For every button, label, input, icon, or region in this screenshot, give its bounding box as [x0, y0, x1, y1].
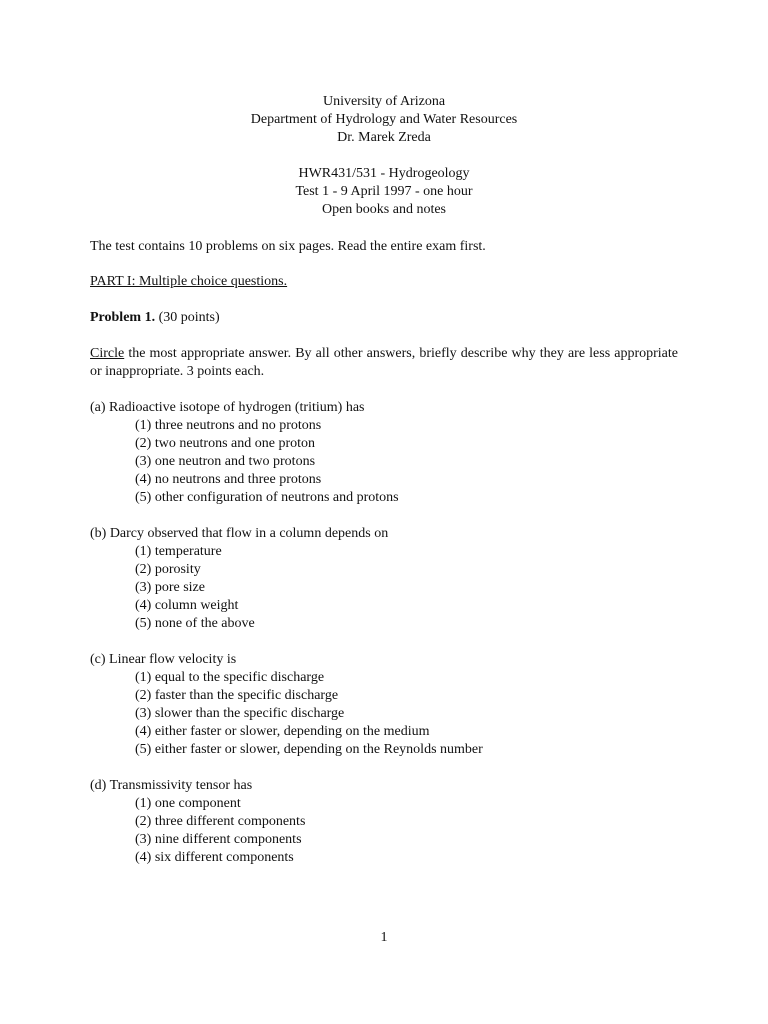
header-spacer	[0, 147, 768, 165]
answer-option: (1) three neutrons and no protons	[135, 418, 322, 433]
instructor-name: Dr. Marek Zreda	[337, 130, 431, 145]
problem-points: (30 points)	[155, 310, 220, 325]
answer-option: (2) three different components	[135, 814, 306, 829]
question-a	[90, 399, 690, 507]
answer-option: (5) none of the above	[135, 616, 255, 631]
question-stem: (b) Darcy observed that flow in a column depends on	[90, 526, 389, 541]
answer-option: (2) porosity	[135, 562, 201, 577]
exam-header	[0, 93, 768, 219]
intro-text: The test contains 10 problems on six pages. Read the entire exam first.	[90, 239, 486, 254]
answer-option: (1) temperature	[135, 544, 222, 559]
answer-option: (2) faster than the specific discharge	[135, 688, 339, 703]
answer-option: (3) slower than the specific discharge	[135, 706, 345, 721]
department-name: Department of Hydrology and Water Resources	[250, 112, 518, 127]
problem-label: Problem 1.	[90, 310, 156, 325]
part-heading	[90, 273, 678, 291]
page-number: 1	[380, 930, 388, 945]
answer-option: (1) equal to the specific discharge	[135, 670, 325, 685]
course-title: HWR431/531 - Hydrogeology	[298, 166, 470, 181]
question-c	[90, 651, 690, 759]
answer-option: (4) no neutrons and three protons	[135, 472, 322, 487]
question-stem: (d) Transmissivity tensor has	[90, 778, 253, 793]
answer-option: (2) two neutrons and one proton	[135, 436, 316, 451]
question-stem: (a) Radioactive isotope of hydrogen (tritium) has	[90, 400, 365, 415]
instruction-circle-word: Circle	[90, 346, 125, 361]
answer-option: (1) one component	[135, 796, 241, 811]
answer-option: (4) six different components	[135, 850, 294, 865]
question-d	[90, 777, 690, 867]
question-b	[90, 525, 690, 633]
instruction-text: the most appropriate answer. By all other answers, briefly describe why they are less appropriate or inappropriate. 3 points each.	[90, 346, 678, 379]
answer-option: (5) either faster or slower, depending on the Reynolds number	[135, 742, 483, 757]
test-info: Test 1 - 9 April 1997 - one hour	[295, 184, 473, 199]
answer-option: (4) either faster or slower, depending on the medium	[135, 724, 430, 739]
answer-option: (3) one neutron and two protons	[135, 454, 316, 469]
question-stem: (c) Linear flow velocity is	[90, 652, 237, 667]
part-title: PART I: Multiple choice questions.	[90, 274, 288, 289]
answer-option: (3) nine different components	[135, 832, 302, 847]
university-name: University of Arizona	[322, 94, 446, 109]
test-rules: Open books and notes	[321, 202, 447, 217]
answer-option: (3) pore size	[135, 580, 205, 595]
answer-option: (5) other configuration of neutrons and protons	[135, 490, 399, 505]
answer-option: (4) column weight	[135, 598, 239, 613]
problem-instructions	[90, 345, 678, 381]
problem-heading	[90, 309, 678, 327]
